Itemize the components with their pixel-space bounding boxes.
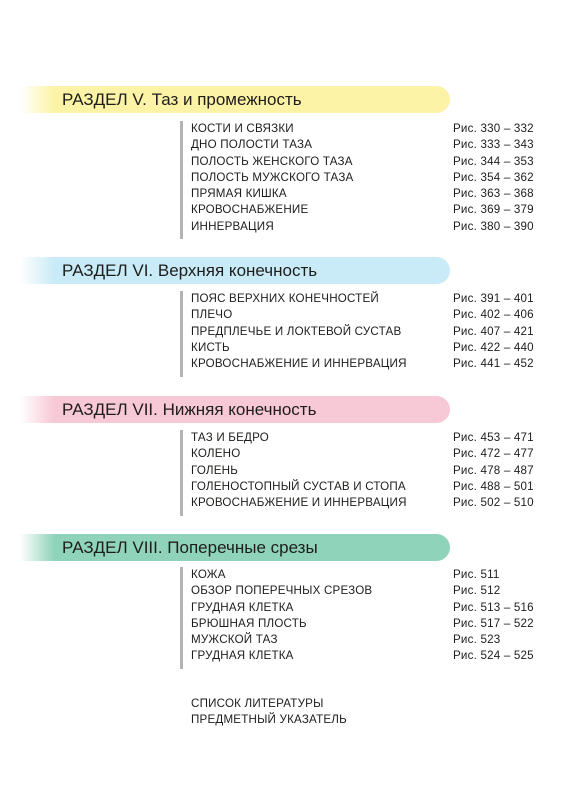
section-entry-list	[191, 567, 536, 665]
toc-entry[interactable]	[191, 495, 536, 511]
back-matter-list	[191, 696, 491, 728]
toc-entry[interactable]	[191, 567, 536, 583]
entry-figure-range: Рис. 453 – 471	[453, 431, 534, 444]
entry-label: ПОЯС ВЕРХНИХ КОНЕЧНОСТЕЙ	[191, 292, 379, 305]
entry-label: ПРЯМАЯ КИШКА	[191, 187, 287, 201]
back-matter-entry[interactable]	[191, 696, 491, 712]
entry-figure-range: Рис. 511	[453, 568, 500, 581]
toc-entry[interactable]	[191, 648, 536, 664]
toc-entry[interactable]	[191, 170, 536, 186]
toc-entry[interactable]	[191, 600, 536, 616]
entry-label: ГРУДНАЯ КЛЕТКА	[191, 649, 294, 663]
section-title: РАЗДЕЛ V. Таз и промежность	[62, 90, 302, 109]
entry-figure-range: Рис. 488 – 501	[453, 479, 534, 493]
toc-entry[interactable]	[191, 219, 536, 235]
entry-figure-range: Рис. 523	[453, 633, 501, 647]
entry-figure-range: Рис. 502 – 510	[453, 496, 534, 510]
entry-label: ПРЕДПЛЕЧЬЕ И ЛОКТЕВОЙ СУСТАВ	[191, 324, 402, 338]
entry-label: ГОЛЕНОСТОПНЫЙ СУСТАВ И СТОПА	[191, 479, 406, 493]
section-header	[20, 396, 450, 423]
toc-entry[interactable]	[191, 616, 536, 632]
entry-figure-range: Рис. 441 – 452	[453, 357, 534, 371]
entry-label: ДНО ПОЛОСТИ ТАЗА	[191, 138, 313, 152]
toc-entry[interactable]	[191, 186, 536, 202]
entry-figure-range: Рис. 472 – 477	[453, 447, 534, 461]
entry-figure-range: Рис. 524 – 525	[453, 649, 534, 663]
toc-entry[interactable]	[191, 356, 536, 372]
toc-entry[interactable]	[191, 154, 536, 170]
entry-figure-range: Рис. 422 – 440	[453, 340, 534, 354]
entry-figure-range: Рис. 407 – 421	[453, 324, 534, 338]
entry-label: КРОВОСНАБЖЕНИЕ И ИННЕРВАЦИЯ	[191, 357, 407, 371]
entry-label: КОСТИ И СВЯЗКИ	[191, 122, 294, 135]
section-header	[20, 257, 450, 284]
entry-figure-range: Рис. 333 – 343	[453, 138, 534, 152]
toc-entry[interactable]	[191, 430, 536, 446]
entry-figure-range: Рис. 478 – 487	[453, 463, 534, 477]
entry-label: ОБЗОР ПОПЕРЕЧНЫХ СРЕЗОВ	[191, 584, 373, 598]
entry-label: КОЛЕНО	[191, 447, 241, 461]
toc-entry[interactable]	[191, 463, 536, 479]
entry-figure-range: Рис. 402 – 406	[453, 308, 534, 322]
section-entry-list	[191, 291, 536, 372]
toc-entry[interactable]	[191, 340, 536, 356]
entry-label: КИСТЬ	[191, 340, 230, 354]
entry-figure-range: Рис. 517 – 522	[453, 616, 534, 630]
entry-label: КРОВОСНАБЖЕНИЕ	[191, 203, 309, 217]
section-title: РАЗДЕЛ VI. Верхняя конечность	[62, 261, 318, 280]
entry-label: ПРЕДМЕТНЫЙ УКАЗАТЕЛЬ	[191, 713, 347, 726]
entry-label: ГРУДНАЯ КЛЕТКА	[191, 600, 294, 614]
entry-figure-range: Рис. 513 – 516	[453, 600, 534, 614]
entry-figure-range: Рис. 344 – 353	[453, 154, 534, 168]
toc-entry[interactable]	[191, 479, 536, 495]
entry-label: ПЛЕЧО	[191, 308, 233, 322]
toc-entry[interactable]	[191, 307, 536, 323]
section-divider-bar	[180, 567, 183, 669]
entry-label: КРОВОСНАБЖЕНИЕ И ИННЕРВАЦИЯ	[191, 496, 407, 510]
entry-label: ТАЗ И БЕДРО	[191, 431, 269, 444]
entry-figure-range: Рис. 380 – 390	[453, 219, 534, 233]
toc-entry[interactable]	[191, 446, 536, 462]
entry-label: ПОЛОСТЬ ЖЕНСКОГО ТАЗА	[191, 154, 353, 168]
entry-figure-range: Рис. 512	[453, 584, 501, 598]
entry-figure-range: Рис. 354 – 362	[453, 170, 534, 184]
entry-label: МУЖСКОЙ ТАЗ	[191, 633, 278, 647]
toc-entry[interactable]	[191, 202, 536, 218]
entry-figure-range: Рис. 363 – 368	[453, 187, 534, 201]
toc-entry[interactable]	[191, 121, 536, 137]
section-divider-bar	[180, 291, 183, 377]
section-divider-bar	[180, 430, 183, 516]
section-entry-list	[191, 430, 536, 511]
entry-figure-range: Рис. 391 – 401	[453, 292, 534, 305]
entry-label: СПИСОК ЛИТЕРАТУРЫ	[191, 697, 324, 710]
section-title: РАЗДЕЛ VIII. Поперечные срезы	[62, 538, 318, 557]
toc-entry[interactable]	[191, 137, 536, 153]
entry-label: ПОЛОСТЬ МУЖСКОГО ТАЗА	[191, 170, 354, 184]
section-divider-bar	[180, 121, 183, 239]
toc-entry[interactable]	[191, 632, 536, 648]
toc-entry[interactable]	[191, 291, 536, 307]
entry-figure-range: Рис. 369 – 379	[453, 203, 534, 217]
section-title: РАЗДЕЛ VII. Нижняя конечность	[62, 400, 317, 419]
entry-figure-range: Рис. 330 – 332	[453, 122, 534, 135]
section-header	[20, 534, 450, 561]
entry-label: БРЮШНАЯ ПЛОСТЬ	[191, 616, 307, 630]
section-entry-list	[191, 121, 536, 235]
section-header	[20, 86, 450, 113]
entry-label: КОЖА	[191, 568, 226, 581]
toc-entry[interactable]	[191, 583, 536, 599]
entry-label: ИННЕРВАЦИЯ	[191, 219, 274, 233]
back-matter-entry[interactable]	[191, 712, 491, 728]
toc-entry[interactable]	[191, 324, 536, 340]
entry-label: ГОЛЕНЬ	[191, 463, 239, 477]
